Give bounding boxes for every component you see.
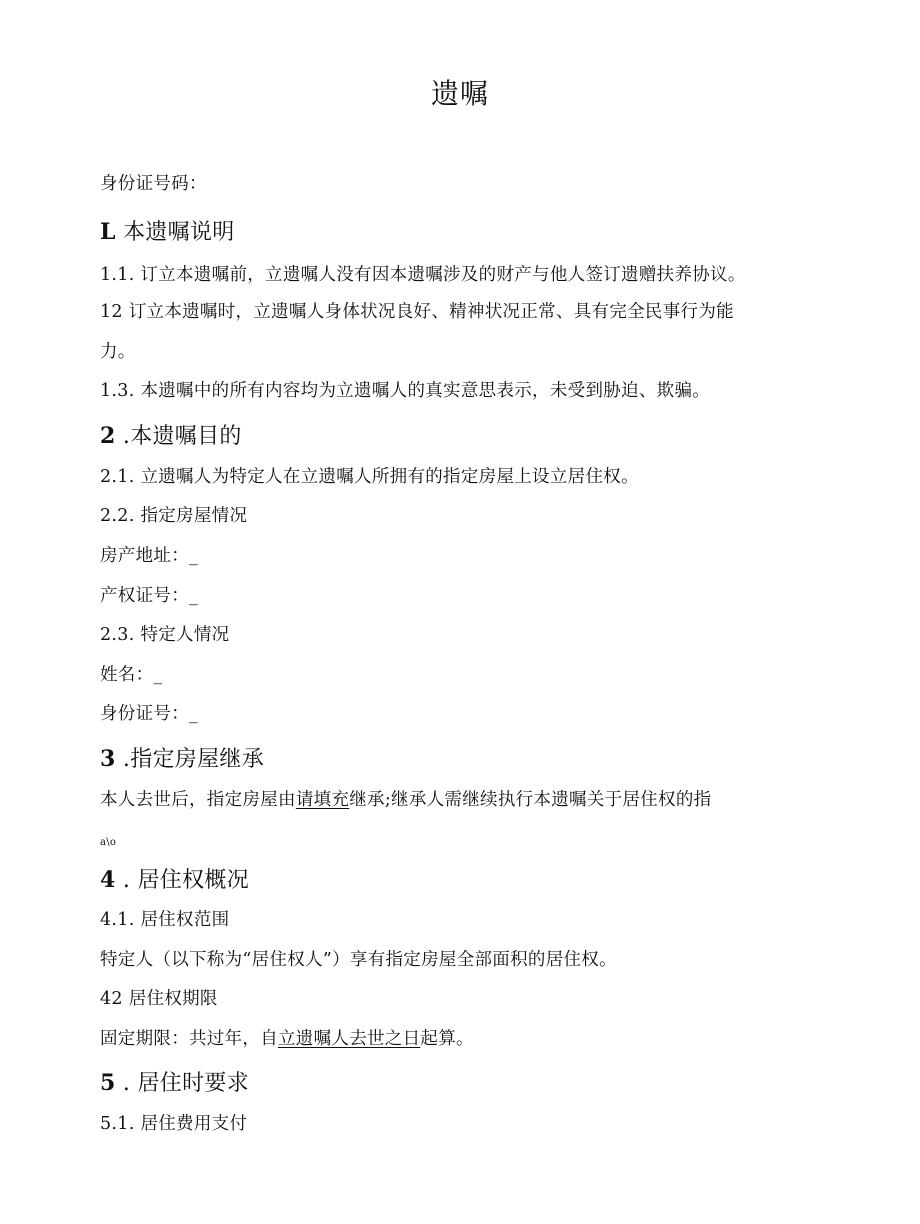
section-1-heading [100, 217, 235, 248]
section-3-number: 3 [100, 746, 116, 772]
id-number-label: 身份证号码： [100, 174, 207, 194]
section-3-title: .指定房屋继承 [122, 747, 264, 772]
clause-4-1-text: 特定人（以下称为“居住权人”）享有指定房屋全部面积的居住权。 [100, 950, 617, 970]
clause-3-text-b: 继承;继承人需继续执行本遗嘱关于居住权的指 [349, 790, 712, 810]
property-certificate: 产权证号：_ [100, 586, 199, 606]
section-1-number: L [100, 219, 116, 245]
clause-4-1: 4.1. 居住权范围 [100, 910, 230, 930]
clause-1-2-line-1: 12 订立本遗嘱时，立遗嘱人身体状况良好、精神状况正常、具有完全民事行为能 [100, 302, 734, 322]
term-start-placeholder: 立遗嘱人去世之日 [278, 1029, 421, 1049]
section-3-heading [100, 744, 264, 775]
heir-placeholder: 请填充 [295, 790, 350, 810]
clause-3-text-a: 本人去世后，指定房屋由 [100, 790, 296, 810]
term-text-b: 起算。 [420, 1029, 474, 1049]
section-2-heading [100, 421, 242, 452]
person-name: 姓名：_ [100, 665, 163, 685]
clause-1-1: 1.1. 订立本遗嘱前，立遗嘱人没有因本遗嘱涉及的财产与他人签订遗赠扶养协议。 [100, 265, 746, 285]
property-address: 房产地址：_ [100, 546, 199, 566]
clause-3-line-1 [100, 788, 711, 812]
section-4-heading [100, 865, 249, 896]
section-4-number: 4 [100, 867, 116, 893]
section-5-heading [100, 1068, 249, 1099]
clause-2-2: 2.2. 指定房屋情况 [100, 506, 248, 526]
section-5-number: 5 [100, 1070, 116, 1096]
person-id: 身份证号：_ [100, 704, 199, 724]
clause-5-1: 5.1. 居住费用支付 [100, 1114, 248, 1134]
section-2-title: .本遗嘱目的 [122, 424, 242, 449]
clause-3-line-2: a\o [100, 837, 117, 848]
clause-2-1: 2.1. 立遗嘱人为特定人在立遗嘱人所拥有的指定房屋上设立居住权。 [100, 467, 639, 487]
section-5-title: . 居住时要求 [122, 1071, 249, 1096]
clause-4-2: 42 居住权期限 [100, 989, 218, 1009]
term-text-a: 固定期限：共过年，自 [100, 1029, 278, 1049]
clause-4-2-text [100, 1027, 474, 1051]
section-1-title: 本遗嘱说明 [123, 220, 235, 245]
clause-1-2-line-2: 力。 [100, 342, 136, 362]
section-2-number: 2 [100, 423, 116, 449]
clause-2-3: 2.3. 特定人情况 [100, 625, 230, 645]
section-4-title: . 居住权概况 [122, 868, 249, 893]
clause-1-3: 1.3. 本遗嘱中的所有内容均为立遗嘱人的真实意思表示，未受到胁迫、欺骗。 [100, 381, 711, 401]
document-title: 遗嘱 [430, 77, 489, 110]
